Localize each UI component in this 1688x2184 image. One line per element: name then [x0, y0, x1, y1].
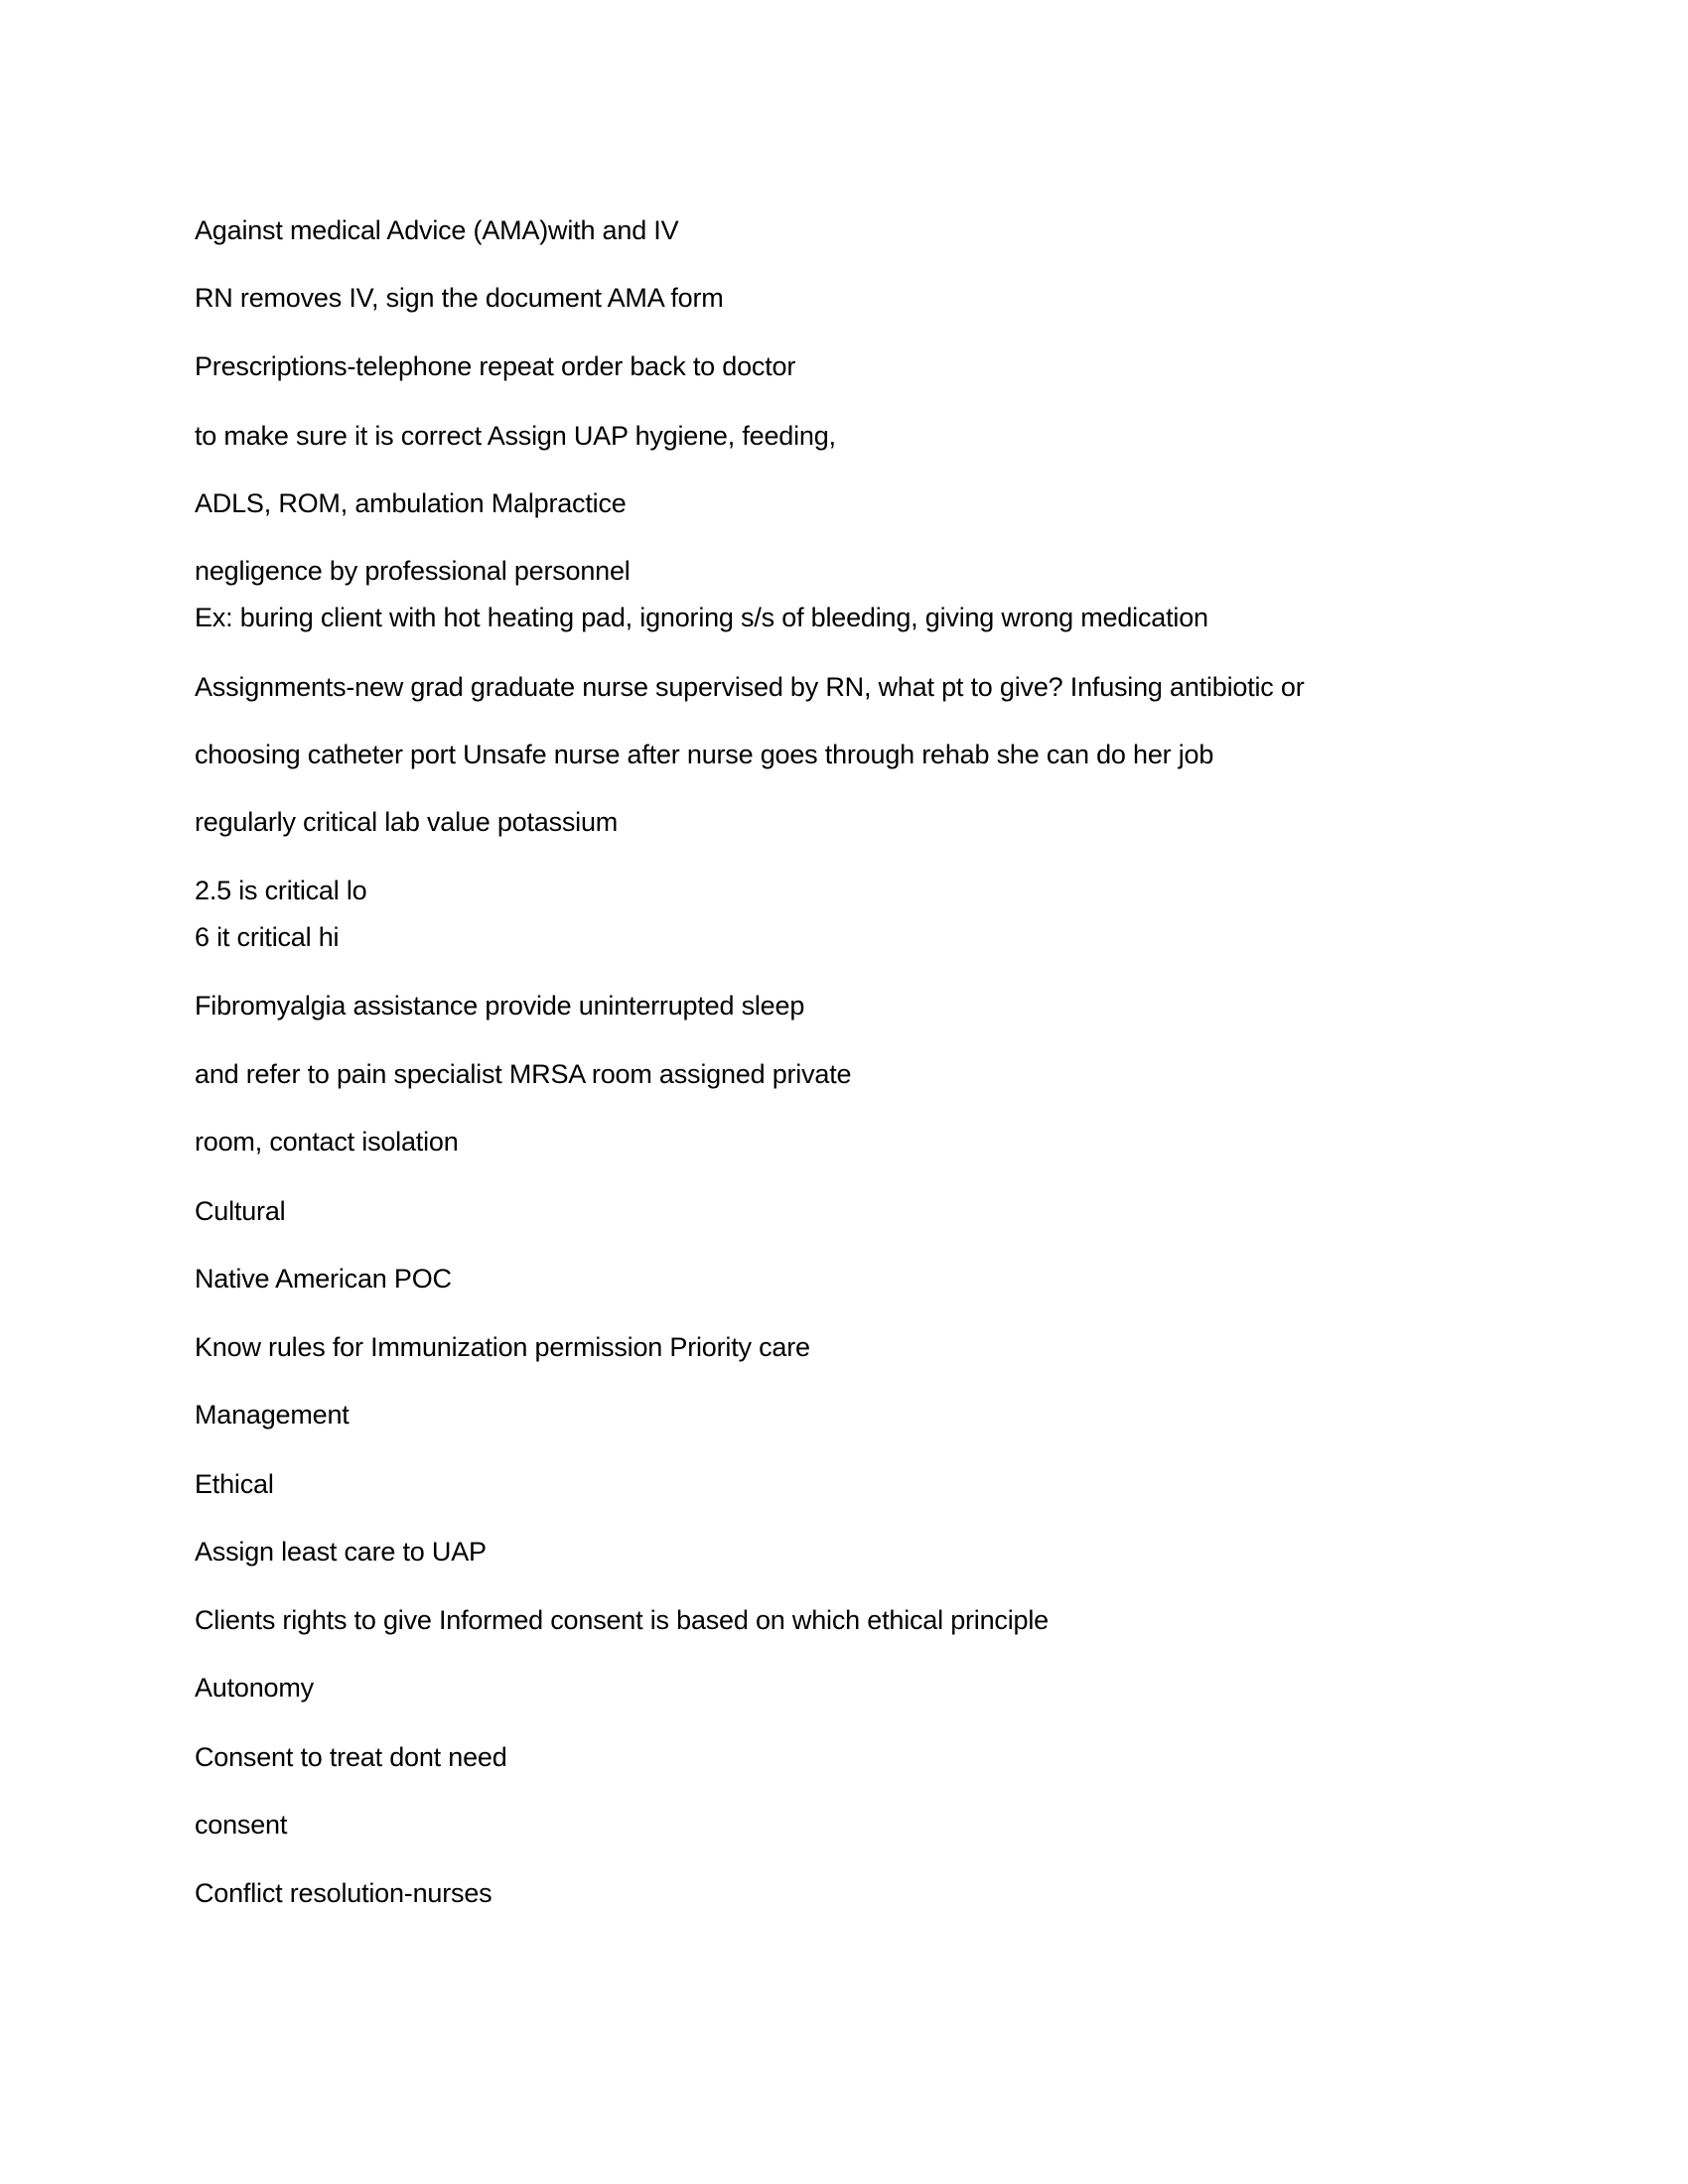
text-line: 6 it critical hi [195, 922, 340, 952]
text-line: Native American POC [195, 1264, 452, 1294]
text-line: 2.5 is critical lo [195, 876, 367, 905]
text-line: Clients rights to give Informed consent is based on which ethical principle [195, 1605, 1049, 1635]
text-line: regularly critical lab value potassium [195, 807, 619, 837]
text-line: ADLS, ROM, ambulation Malpractice [195, 488, 627, 518]
text-line: negligence by professional personnel [195, 556, 631, 586]
text-line: Cultural [195, 1196, 286, 1226]
text-line: Consent to treat dont need [195, 1742, 507, 1772]
text-line: Management [195, 1400, 350, 1430]
text-line: Assign least care to UAP [195, 1537, 487, 1567]
text-line: RN removes IV, sign the document AMA form [195, 283, 724, 313]
text-line: Fibromyalgia assistance provide uninterrupted sleep [195, 991, 805, 1021]
text-line: consent [195, 1810, 288, 1840]
text-line: Conflict resolution-nurses [195, 1878, 492, 1908]
text-line: Ethical [195, 1469, 274, 1499]
text-line: Against medical Advice (AMA)with and IV [195, 215, 679, 245]
text-line: Assignments-new grad graduate nurse supervised by RN, what pt to give? Infusing antibiotic or [195, 672, 1305, 702]
text-line: Know rules for Immunization permission Priority care [195, 1332, 810, 1362]
text-line: and refer to pain specialist MRSA room assigned private [195, 1059, 852, 1089]
text-line: to make sure it is correct Assign UAP hygiene, feeding, [195, 421, 836, 451]
text-line: room, contact isolation [195, 1127, 459, 1157]
text-line: Prescriptions-telephone repeat order back to doctor [195, 351, 796, 381]
text-line: Autonomy [195, 1673, 314, 1703]
text-line: Ex: buring client with hot heating pad, ignoring s/s of bleeding, giving wrong medication [195, 603, 1208, 632]
text-line: choosing catheter port Unsafe nurse after nurse goes through rehab she can do her job [195, 740, 1214, 769]
